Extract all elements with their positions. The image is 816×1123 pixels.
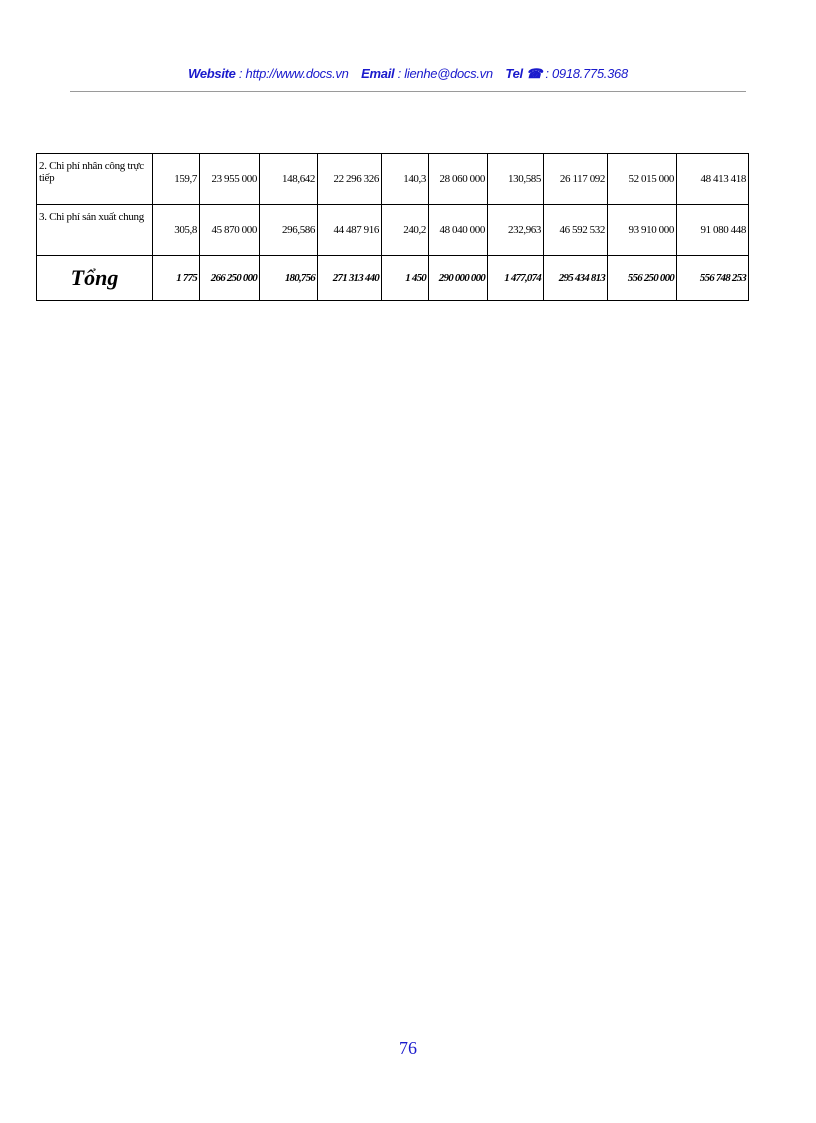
phone-icon: ☎ [526, 66, 543, 81]
table-cell: 556 748 253 [677, 256, 749, 301]
email-label: Email [361, 66, 395, 81]
table-cell: 296,586 [260, 205, 318, 256]
table-cell: 46 592 532 [544, 205, 608, 256]
table-cell: 52 015 000 [608, 154, 677, 205]
cost-table [36, 153, 749, 301]
table-cell: 23 955 000 [200, 154, 260, 205]
table-cell: 240,2 [382, 205, 429, 256]
page-number: 76 [399, 1038, 417, 1058]
tel-label: Tel [505, 66, 523, 81]
table-cell: 266 250 000 [200, 256, 260, 301]
table-cell: 295 434 813 [544, 256, 608, 301]
row-label: 2. Chi phí nhân công trực tiếp [37, 154, 153, 205]
table-cell: 140,3 [382, 154, 429, 205]
table-cell: 91 080 448 [677, 205, 749, 256]
table-cell: 93 910 000 [608, 205, 677, 256]
table-cell: 48 413 418 [677, 154, 749, 205]
table-cell: 1 477,074 [488, 256, 544, 301]
table-cell: 556 250 000 [608, 256, 677, 301]
table-cell: 232,963 [488, 205, 544, 256]
website-label: Website [188, 66, 236, 81]
table-cell: 45 870 000 [200, 205, 260, 256]
table-cell: 130,585 [488, 154, 544, 205]
table-cell: 1 775 [153, 256, 200, 301]
table-cell: 22 296 326 [318, 154, 382, 205]
table-cell: 1 450 [382, 256, 429, 301]
page-header [0, 66, 816, 82]
table-cell: 180,756 [260, 256, 318, 301]
header-divider [70, 91, 746, 92]
website-url[interactable]: : http://www.docs.vn [238, 66, 349, 81]
table-cell: 26 117 092 [544, 154, 608, 205]
table-cell: 305,8 [153, 205, 200, 256]
table-cell: 48 040 000 [429, 205, 488, 256]
table-cell: 148,642 [260, 154, 318, 205]
total-label: Tổng [37, 256, 153, 301]
table-row [37, 154, 749, 205]
table-cell: 44 487 916 [318, 205, 382, 256]
table-cell: 290 000 000 [429, 256, 488, 301]
row-label: 3. Chi phí sản xuất chung [37, 205, 153, 256]
email-address[interactable]: : lienhe@docs.vn [397, 66, 493, 81]
table-cell: 28 060 000 [429, 154, 488, 205]
table-cell: 271 313 440 [318, 256, 382, 301]
table-row [37, 205, 749, 256]
total-row [37, 256, 749, 301]
tel-number: : 0918.775.368 [545, 66, 628, 81]
table-cell: 159,7 [153, 154, 200, 205]
